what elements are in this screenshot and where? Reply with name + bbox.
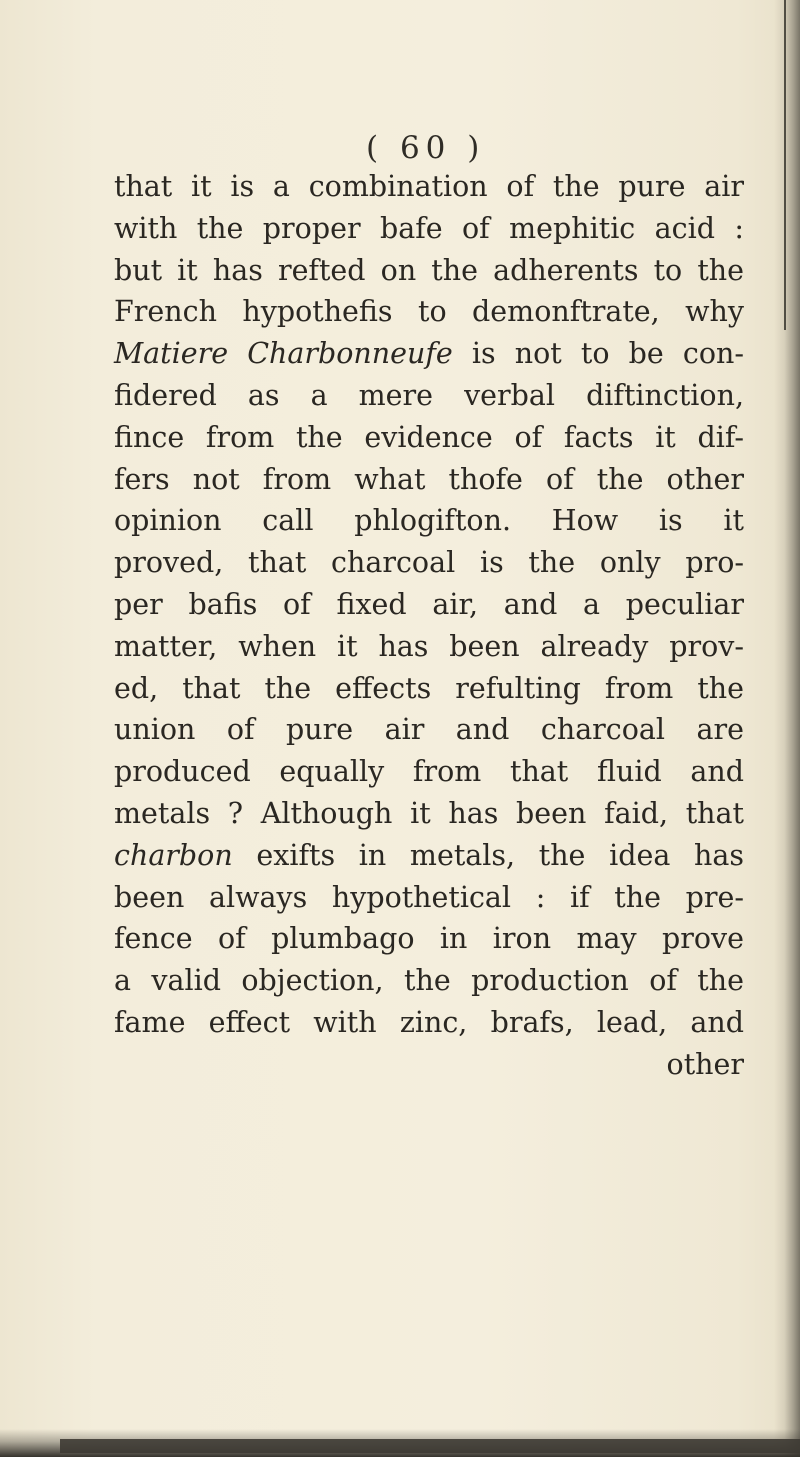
catchword: other: [666, 1047, 744, 1081]
text-line: a valid objection, the production of the: [114, 964, 744, 998]
text-line: produced equally from that fluid and: [114, 755, 744, 789]
page-gutter-shadow: [774, 0, 800, 1457]
text-line: matter, when it has been already prov-: [114, 629, 744, 663]
text-line: opinion call phlogifton. How is it: [114, 504, 744, 538]
text-line: metals ? Although it has been faid, that: [114, 796, 744, 830]
page-bottom-edge-line: [60, 1439, 800, 1453]
text-line: French hypothefis to demonftrate, why: [114, 295, 744, 329]
text-line: [114, 835, 744, 877]
text-line: ed, that the effects refulting from the: [114, 671, 744, 705]
text-line: fers not from what thofe of the other: [114, 462, 744, 496]
text-line: fidered as a mere verbal diftinction,: [114, 378, 744, 412]
body-text: [114, 166, 744, 1086]
text-line: but it has refted on the adherents to the: [114, 253, 744, 287]
italic-term: Matiere Charbonneufe: [114, 337, 453, 371]
text-line: per bafis of fixed air, and a peculiar: [114, 587, 744, 621]
text-line: fence of plumbago in iron may prove: [114, 922, 744, 956]
page-edge-line: [784, 0, 786, 330]
text-line: [114, 333, 744, 375]
text-line: with the proper bafe of mephitic acid :: [114, 211, 744, 245]
text-line: that it is a combination of the pure air: [114, 170, 744, 203]
page-number: ( 60 ): [366, 130, 486, 166]
text-line: been always hypothetical : if the pre-: [114, 880, 744, 914]
text-line: union of pure air and charcoal are: [114, 713, 744, 747]
text-line: fince from the evidence of facts it dif-: [114, 420, 744, 454]
italic-term: charbon: [114, 838, 233, 872]
text-line: proved, that charcoal is the only pro-: [114, 546, 744, 580]
text-fragment: is not to be con-: [452, 337, 744, 371]
text-line: fame effect with zinc, brafs, lead, and: [114, 1005, 744, 1039]
text-fragment: exifts in metals, the idea has: [232, 838, 744, 872]
